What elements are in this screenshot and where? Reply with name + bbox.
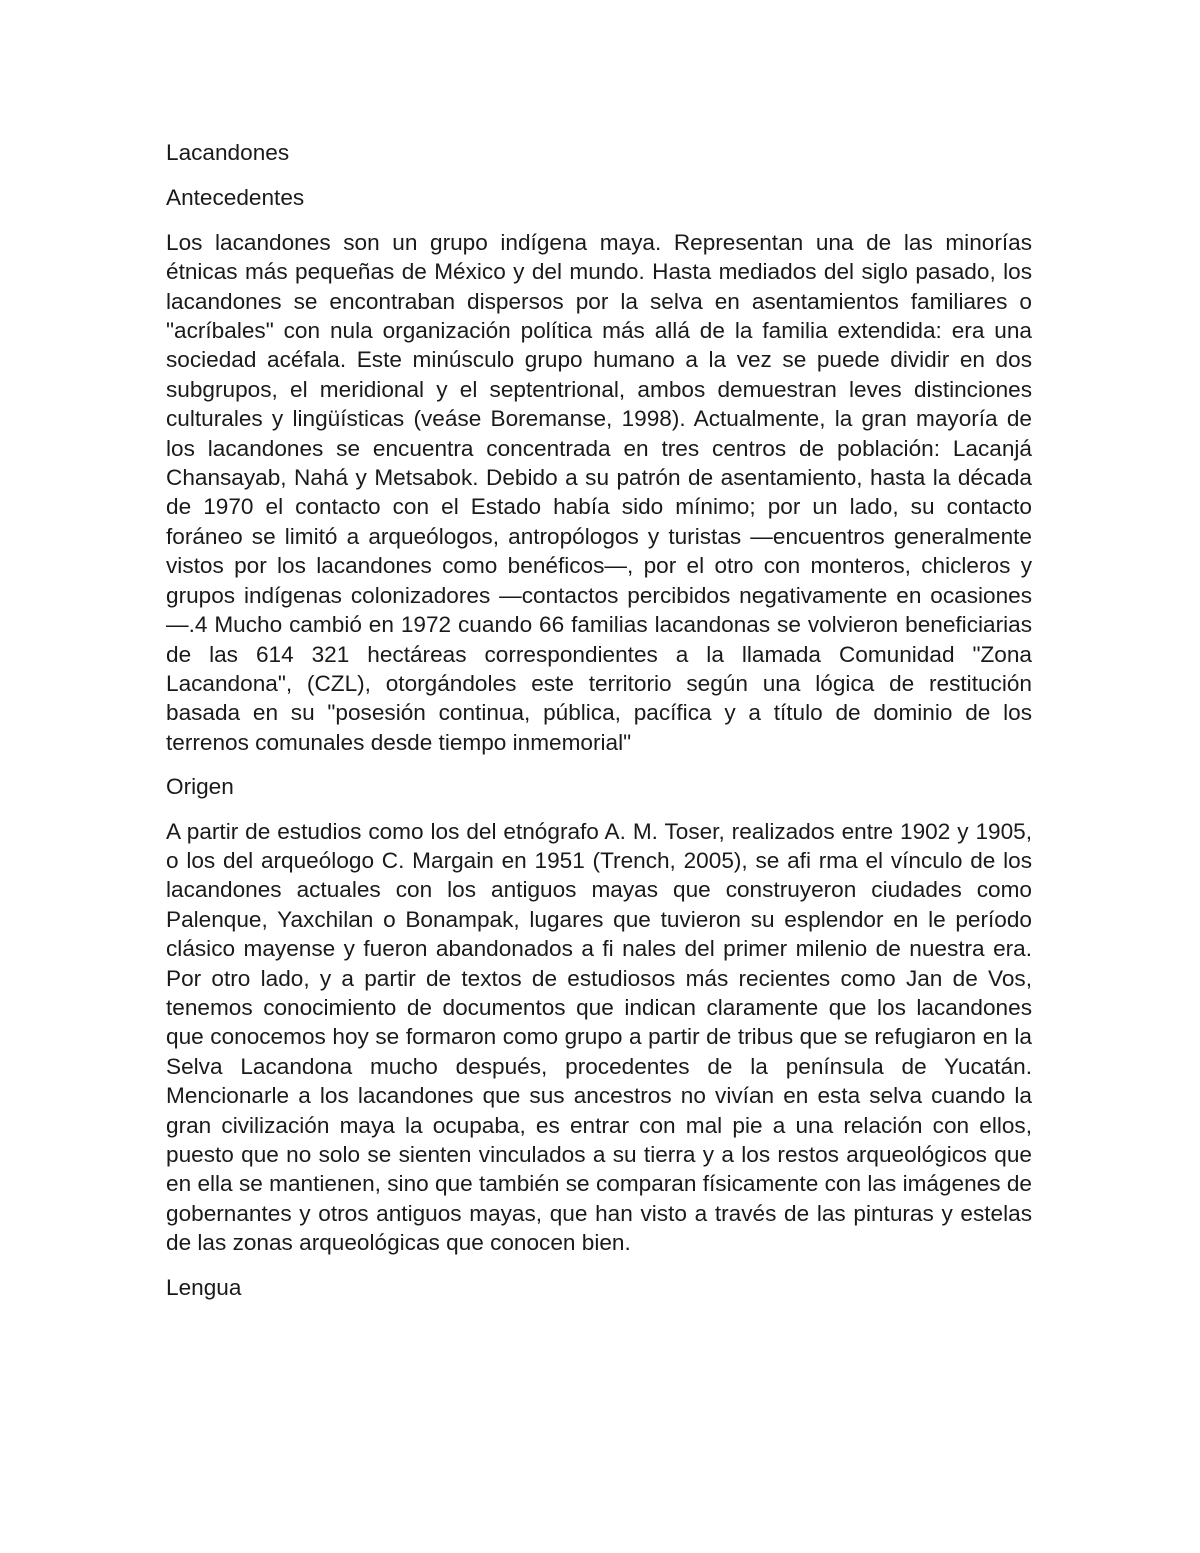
section-heading-origen: Origen: [166, 774, 234, 800]
section-heading-antecedentes: Antecedentes: [166, 185, 305, 211]
section-heading-lengua: Lengua: [166, 1274, 242, 1300]
section-paragraph-antecedentes: Los lacandones son un grupo indígena maya. Representan una de las minorías étnicas más pequeñas de México y del mundo. Hasta mediados del siglo pasado, los lacandones se encontraban dispersos por la selva en asentamientos familiares o "acríbales" con nula organización política más allá de la familia extendida: era una sociedad acéfala. Este minúsculo grupo humano a la vez se puede dividir en dos subgrupos, el meridional y el septentrional, ambos demuestran leves distinciones culturales y lingüísticas (veáse Boremanse, 1998). Actualmente, la gran mayoría de los lacandones se encuentra concentrada en tres centros de población: Lacanjá Chansayab, Nahá y Metsabok. Debido a su patrón de asentamiento, hasta la década de 1970 el contacto con el Estado había sido mínimo; por un lado, su contacto foráneo se limitó a arqueólogos, antropólogos y turistas —encuentros generalmente vistos por los lacandones como benéficos—, por el otro con monteros, chicleros y grupos indígenas colonizadores —contactos percibidos negativamente en ocasiones—.4 Mucho cambió en 1972 cuando 66 familias lacandonas se volvieron beneficiarias de las 614 321 hectáreas correspondientes a la llamada Comunidad "Zona Lacandona", (CZL), otorgándoles este territorio según una lógica de restitución basada en su "posesión continua, pública, pacífica y a título de dominio de los terrenos comunales desde tiempo inmemorial": [166, 229, 1032, 755]
document-title: Lacandones: [166, 140, 290, 165]
document-page: [166, 138, 1032, 1302]
section-paragraph-origen: A partir de estudios como los del etnógrafo A. M. Toser, realizados entre 1902 y 1905, o los del arqueólogo C. Margain en 1951 (Trench, 2005), se afi rma el vínculo de los lacandones actuales con los antiguos mayas que construyeron ciudades como Palenque, Yaxchilan o Bonampak, lugares que tuvieron su esplendor en le período clásico mayense y fueron abandonados a fi nales del primer milenio de nuestra era. Por otro lado, y a partir de textos de estudiosos más recientes como Jan de Vos, tenemos conocimiento de documentos que indican claramente que los lacandones que conocemos hoy se formaron como grupo a partir de tribus que se refugiaron en la Selva Lacandona mucho después, procedentes de la península de Yucatán. Mencionarle a los lacandones que sus ancestros no vivían en esta selva cuando la gran civilización maya la ocupaba, es entrar con mal pie a una relación con ellos, puesto que no solo se sienten vinculados a su tierra y a los restos arqueológicos que en ella se mantienen, sino que también se comparan físicamente con las imágenes de gobernantes y otros antiguos mayas, que han visto a través de las pinturas y estelas de las zonas arqueológicas que conocen bien.: [166, 818, 1032, 1256]
